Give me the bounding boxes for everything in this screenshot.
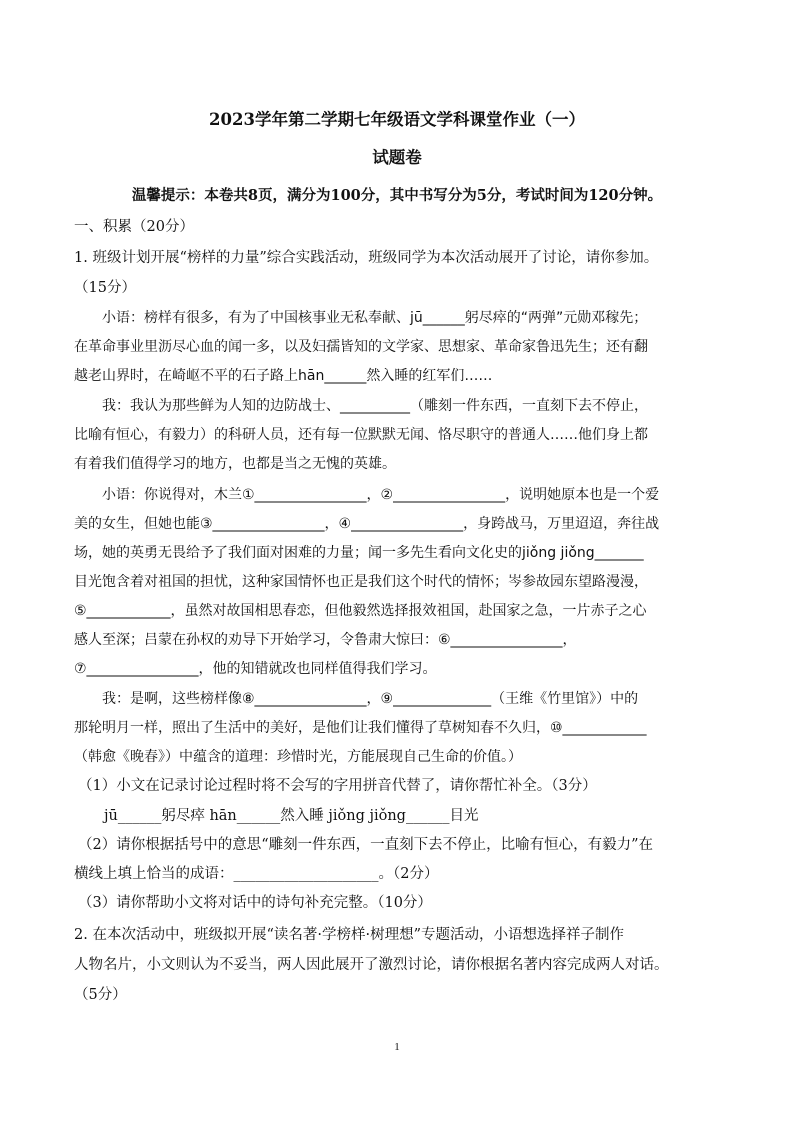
dialogue-line: 那轮明月一样，照出了生活中的美好，是他们让我们懂得了草树知春不久归，⑩____________ xyxy=(74,720,647,736)
question-1-score: （15分） xyxy=(74,280,136,296)
page-subtitle: 试题卷 xyxy=(372,148,422,167)
question-2-stem-cont: 人物名片，小文则认为不妥当，两人因此展开了激烈讨论，请你根据名著内容完成两人对话。 xyxy=(74,957,669,973)
question-2-score: （5分） xyxy=(74,987,127,1003)
pinyin-row: jū______躬尽瘁 hān______然入睡 jiǒng jiǒng______目光 xyxy=(104,808,479,824)
question-1-stem: 1. 班级计划开展“榜样的力量”综合实践活动，班级同学为本次活动展开了讨论，请你参加。 xyxy=(74,250,659,266)
section-heading: 一、积累（20分） xyxy=(74,219,194,235)
dialogue-line: 比喻有恒心，有毅力）的科研人员，还有每一位默默无闻、恪尽职守的普通人……他们身上都 xyxy=(74,427,648,443)
dialogue-line: 在革命事业里沥尽心血的闻一多，以及妇孺皆知的文学家、思想家、革命家鲁迅先生；还有翻 xyxy=(74,339,648,355)
dialogue-line: 感人至深；吕蒙在孙权的劝导下开始学习，令鲁肃大惊曰：⑥________________， xyxy=(74,632,577,648)
dialogue-line: （韩愈《晚春》）中蕴含的道理：珍惜时光，方能展现自己生命的价值。） xyxy=(74,749,522,765)
dialogue-line: 场，她的英勇无畏给予了我们面对困难的力量；闻一多先生看向文化史的jiǒng jiǒng_______ xyxy=(74,545,644,561)
dialogue-line: 美的女生，但她也能③________________，④________________，身跨战马，万里迢迢，奔往战 xyxy=(74,516,660,532)
dialogue-line: ⑦________________，他的知错就改也同样值得我们学习。 xyxy=(74,661,437,677)
dialogue-line: 目光饱含着对祖国的担忧，这种家国情怀也正是我们这个时代的情怀；岑参故园东望路漫漫， xyxy=(74,574,648,590)
subquestion-1: （1）小文在记录讨论过程时将不会写的字用拼音代替了，请你帮忙补全。（3分） xyxy=(78,778,597,794)
dialogue-line: 有着我们值得学习的地方，也都是当之无愧的英雄。 xyxy=(74,456,396,472)
exam-tip: 温馨提示：本卷共8页，满分为100分，其中书写分为5分，考试时间为120分钟。 xyxy=(131,187,663,204)
dialogue-line: 小语：榜样有很多，有为了中国核事业无私奉献、jū______躬尽瘁的“两弹”元勋邓稼先； xyxy=(102,310,648,326)
dialogue-line: ⑤____________，虽然对故国相思春恋，但他毅然选择报效祖国，赴国家之急，一片赤子之心 xyxy=(74,603,647,619)
page-title: 2023学年第二学期七年级语文学科课堂作业（一） xyxy=(209,110,585,129)
subquestion-3: （3）请你帮助小文将对话中的诗句补充完整。（10分） xyxy=(78,895,432,911)
dialogue-line: 我：我认为那些鲜为人知的边防战士、__________（雕刻一件东西，一直刻下去不停止， xyxy=(102,398,648,414)
dialogue-line: 小语：你说得对，木兰①________________，②________________，说明她原本也是一个爱 xyxy=(102,487,660,503)
subquestion-2: （2）请你根据括号中的意思“雕刻一件东西，一直刻下去不停止，比喻有恒心，有毅力”在 xyxy=(78,837,654,853)
subquestion-2-cont: 横线上填上恰当的成语：____________________。（2分） xyxy=(74,866,439,882)
page-number: 1 xyxy=(394,1041,400,1053)
dialogue-line: 越老山界时，在崎岖不平的石子路上hān______然入睡的红军们…… xyxy=(74,368,493,384)
dialogue-line: 我：是啊，这些榜样像⑧________________，⑨______________（王维《竹里馆》）中的 xyxy=(102,691,639,707)
question-2-stem: 2. 在本次活动中，班级拟开展“读名著·学榜样·树理想”专题活动，小语想选择祥子制作 xyxy=(74,927,624,943)
